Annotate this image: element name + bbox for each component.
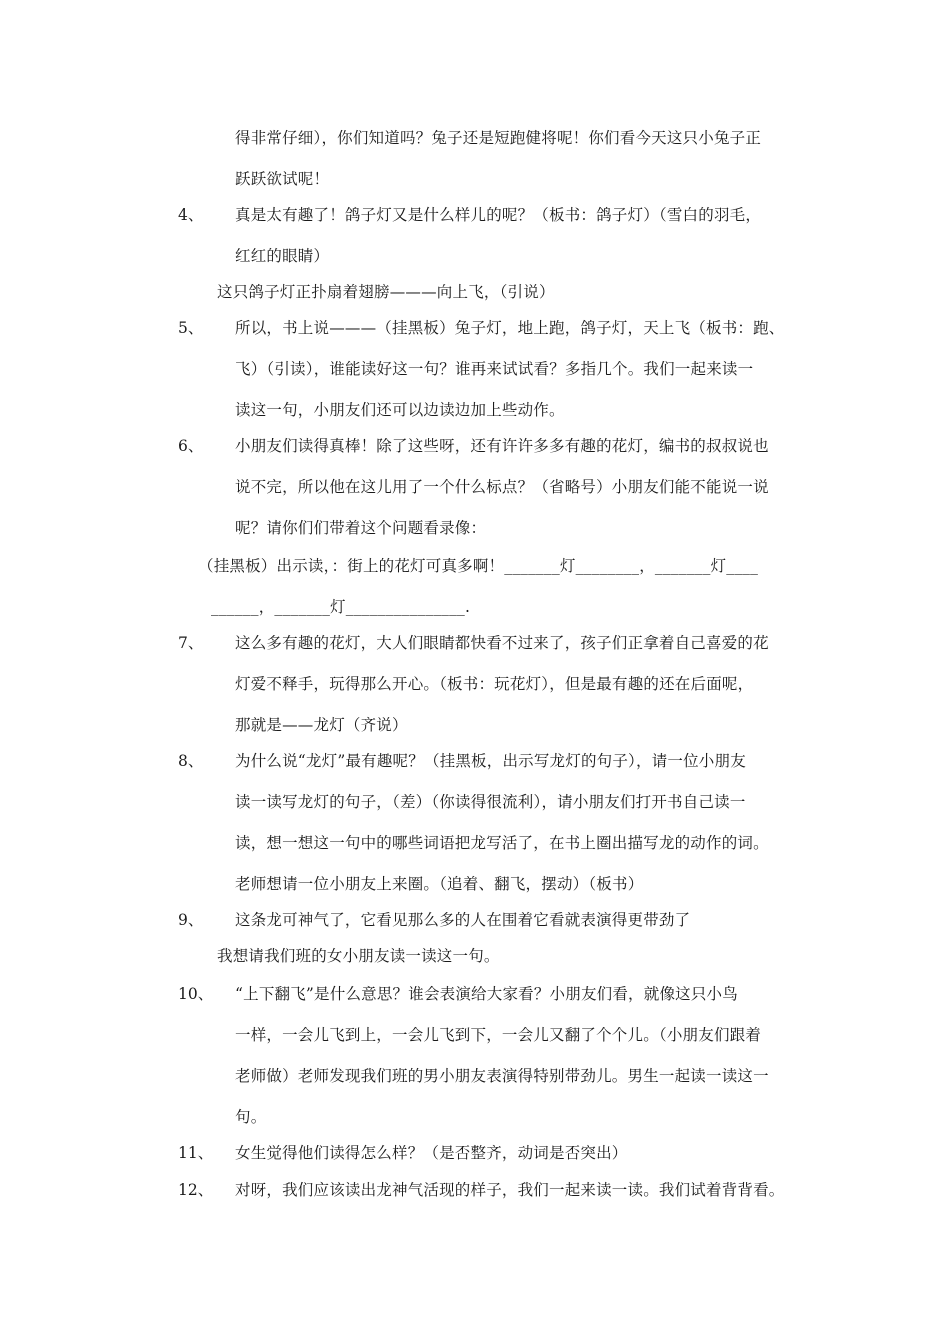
text-line: 得非常仔细），你们知道吗？兔子还是短跑健将呢！你们看今天这只小兔子正 bbox=[235, 129, 762, 147]
text-line: 红红的眼睛） bbox=[235, 247, 330, 265]
text-line: 呢？请你们们带着这个问题看录像： bbox=[235, 519, 487, 537]
text-line: 老师做）老师发现我们班的男小朋友表演得特别带劲儿。男生一起读一读这一 bbox=[235, 1067, 769, 1085]
list-number: 7、 bbox=[178, 634, 204, 652]
text-line: “上下翻飞”是什么意思？谁会表演给大家看？小朋友们看，就像这只小鸟 bbox=[235, 985, 738, 1003]
text-line: 小朋友们读得真棒！除了这些呀，还有许许多多有趣的花灯，编书的叔叔说也 bbox=[235, 437, 769, 455]
text-line: 读一读写龙灯的句子，（差）（你读得很流利），请小朋友们打开书自己读一 bbox=[235, 793, 746, 811]
fill-in-line: ______，_______灯_______________. bbox=[211, 598, 471, 616]
text-line: 跃跃欲试呢！ bbox=[235, 170, 330, 188]
text-line: 对呀，我们应该读出龙神气活现的样子，我们一起来读一读。我们试着背背看。 bbox=[235, 1181, 785, 1199]
text-line: 我想请我们班的女小朋友读一读这一句。 bbox=[217, 947, 500, 965]
list-number: 8、 bbox=[178, 752, 204, 770]
list-number: 10、 bbox=[178, 985, 214, 1003]
text-line: 一样，一会儿飞到上，一会儿飞到下，一会儿又翻了个个儿。（小朋友们跟着 bbox=[235, 1026, 762, 1044]
list-number: 11、 bbox=[178, 1144, 214, 1162]
text-line: 读，想一想这一句中的哪些词语把龙写活了，在书上圈出描写龙的动作的词。 bbox=[235, 834, 769, 852]
text-line: 飞）（引读），谁能读好这一句？谁再来试试看？多指几个。我们一起来读一 bbox=[235, 360, 754, 378]
list-number: 4、 bbox=[178, 206, 204, 224]
text-line: 为什么说“龙灯”最有趣呢？（挂黑板，出示写龙灯的句子），请一位小朋友 bbox=[235, 752, 746, 770]
text-line: 读这一句，小朋友们还可以边读边加上些动作。 bbox=[235, 401, 565, 419]
text-line: 说不完，所以他在这儿用了一个什么标点？（省略号）小朋友们能不能说一说 bbox=[235, 478, 769, 496]
text-line: 女生觉得他们读得怎么样？（是否整齐，动词是否突出） bbox=[235, 1144, 628, 1162]
text-line: 所以，书上说———（挂黑板）兔子灯，地上跑，鸽子灯，天上飞（板书：跑、 bbox=[235, 319, 785, 337]
text-line: 句。 bbox=[235, 1108, 267, 1126]
list-number: 12、 bbox=[178, 1181, 214, 1199]
text-line: 这条龙可神气了，它看见那么多的人在围着它看就表演得更带劲了 bbox=[235, 911, 691, 929]
text-line: 那就是——龙灯（齐说） bbox=[235, 716, 408, 734]
text-line: 这么多有趣的花灯，大人们眼睛都快看不过来了，孩子们正拿着自己喜爱的花 bbox=[235, 634, 769, 652]
text-line: 老师想请一位小朋友上来圈。（追着、翻飞，摆动）（板书） bbox=[235, 875, 644, 893]
text-line: 这只鸽子灯正扑扇着翅膀———向上飞，（引说） bbox=[217, 283, 555, 301]
list-number: 6、 bbox=[178, 437, 204, 455]
fill-in-line: （挂黑板）出示读，：街上的花灯可真多啊！_______灯________，_______灯____ bbox=[198, 557, 759, 575]
text-line: 真是太有趣了！鸽子灯又是什么样儿的呢？（板书：鸽子灯）（雪白的羽毛， bbox=[235, 206, 762, 224]
list-number: 5、 bbox=[178, 319, 204, 337]
text-line: 灯爱不释手，玩得那么开心。（板书：玩花灯），但是最有趣的还在后面呢， bbox=[235, 675, 754, 693]
list-number: 9、 bbox=[178, 911, 204, 929]
